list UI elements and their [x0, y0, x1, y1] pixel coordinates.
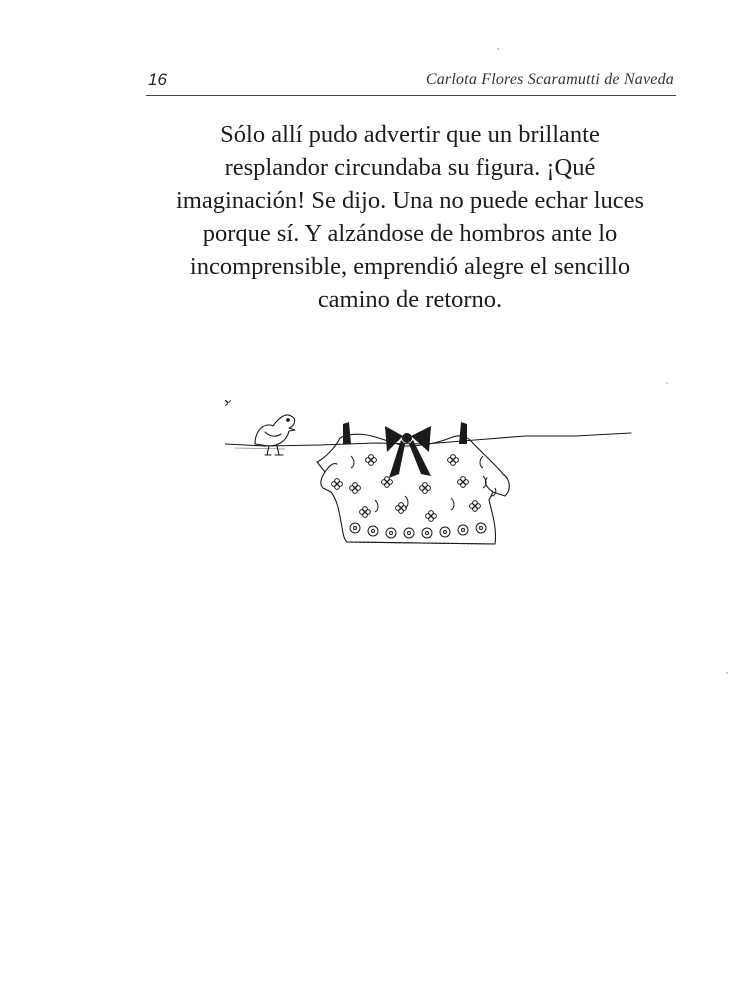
illustration	[225, 400, 635, 560]
scan-speck	[497, 48, 499, 50]
page-number: 16	[148, 70, 167, 89]
text-line: camino de retorno.	[317, 286, 503, 313]
text-line: Sólo allí pudo advertir que un brillante	[220, 121, 600, 148]
running-head: Carlota Flores Scaramutti de Naveda	[425, 71, 674, 88]
scan-speck	[666, 382, 668, 384]
dress-on-clothesline-with-bird-icon	[225, 400, 635, 560]
header-rule	[146, 95, 676, 96]
body-text	[140, 118, 680, 316]
text-line: resplandor circundaba su figura. ¡Qué	[224, 154, 596, 181]
text-line: porque sí. Y alzándose de hombros ante lo	[202, 220, 618, 247]
text-line: incomprensible, emprendió alegre el sencillo	[189, 253, 631, 280]
scan-speck	[726, 672, 728, 674]
text-line: imaginación! Se dijo. Una no puede echar luces	[175, 187, 645, 214]
